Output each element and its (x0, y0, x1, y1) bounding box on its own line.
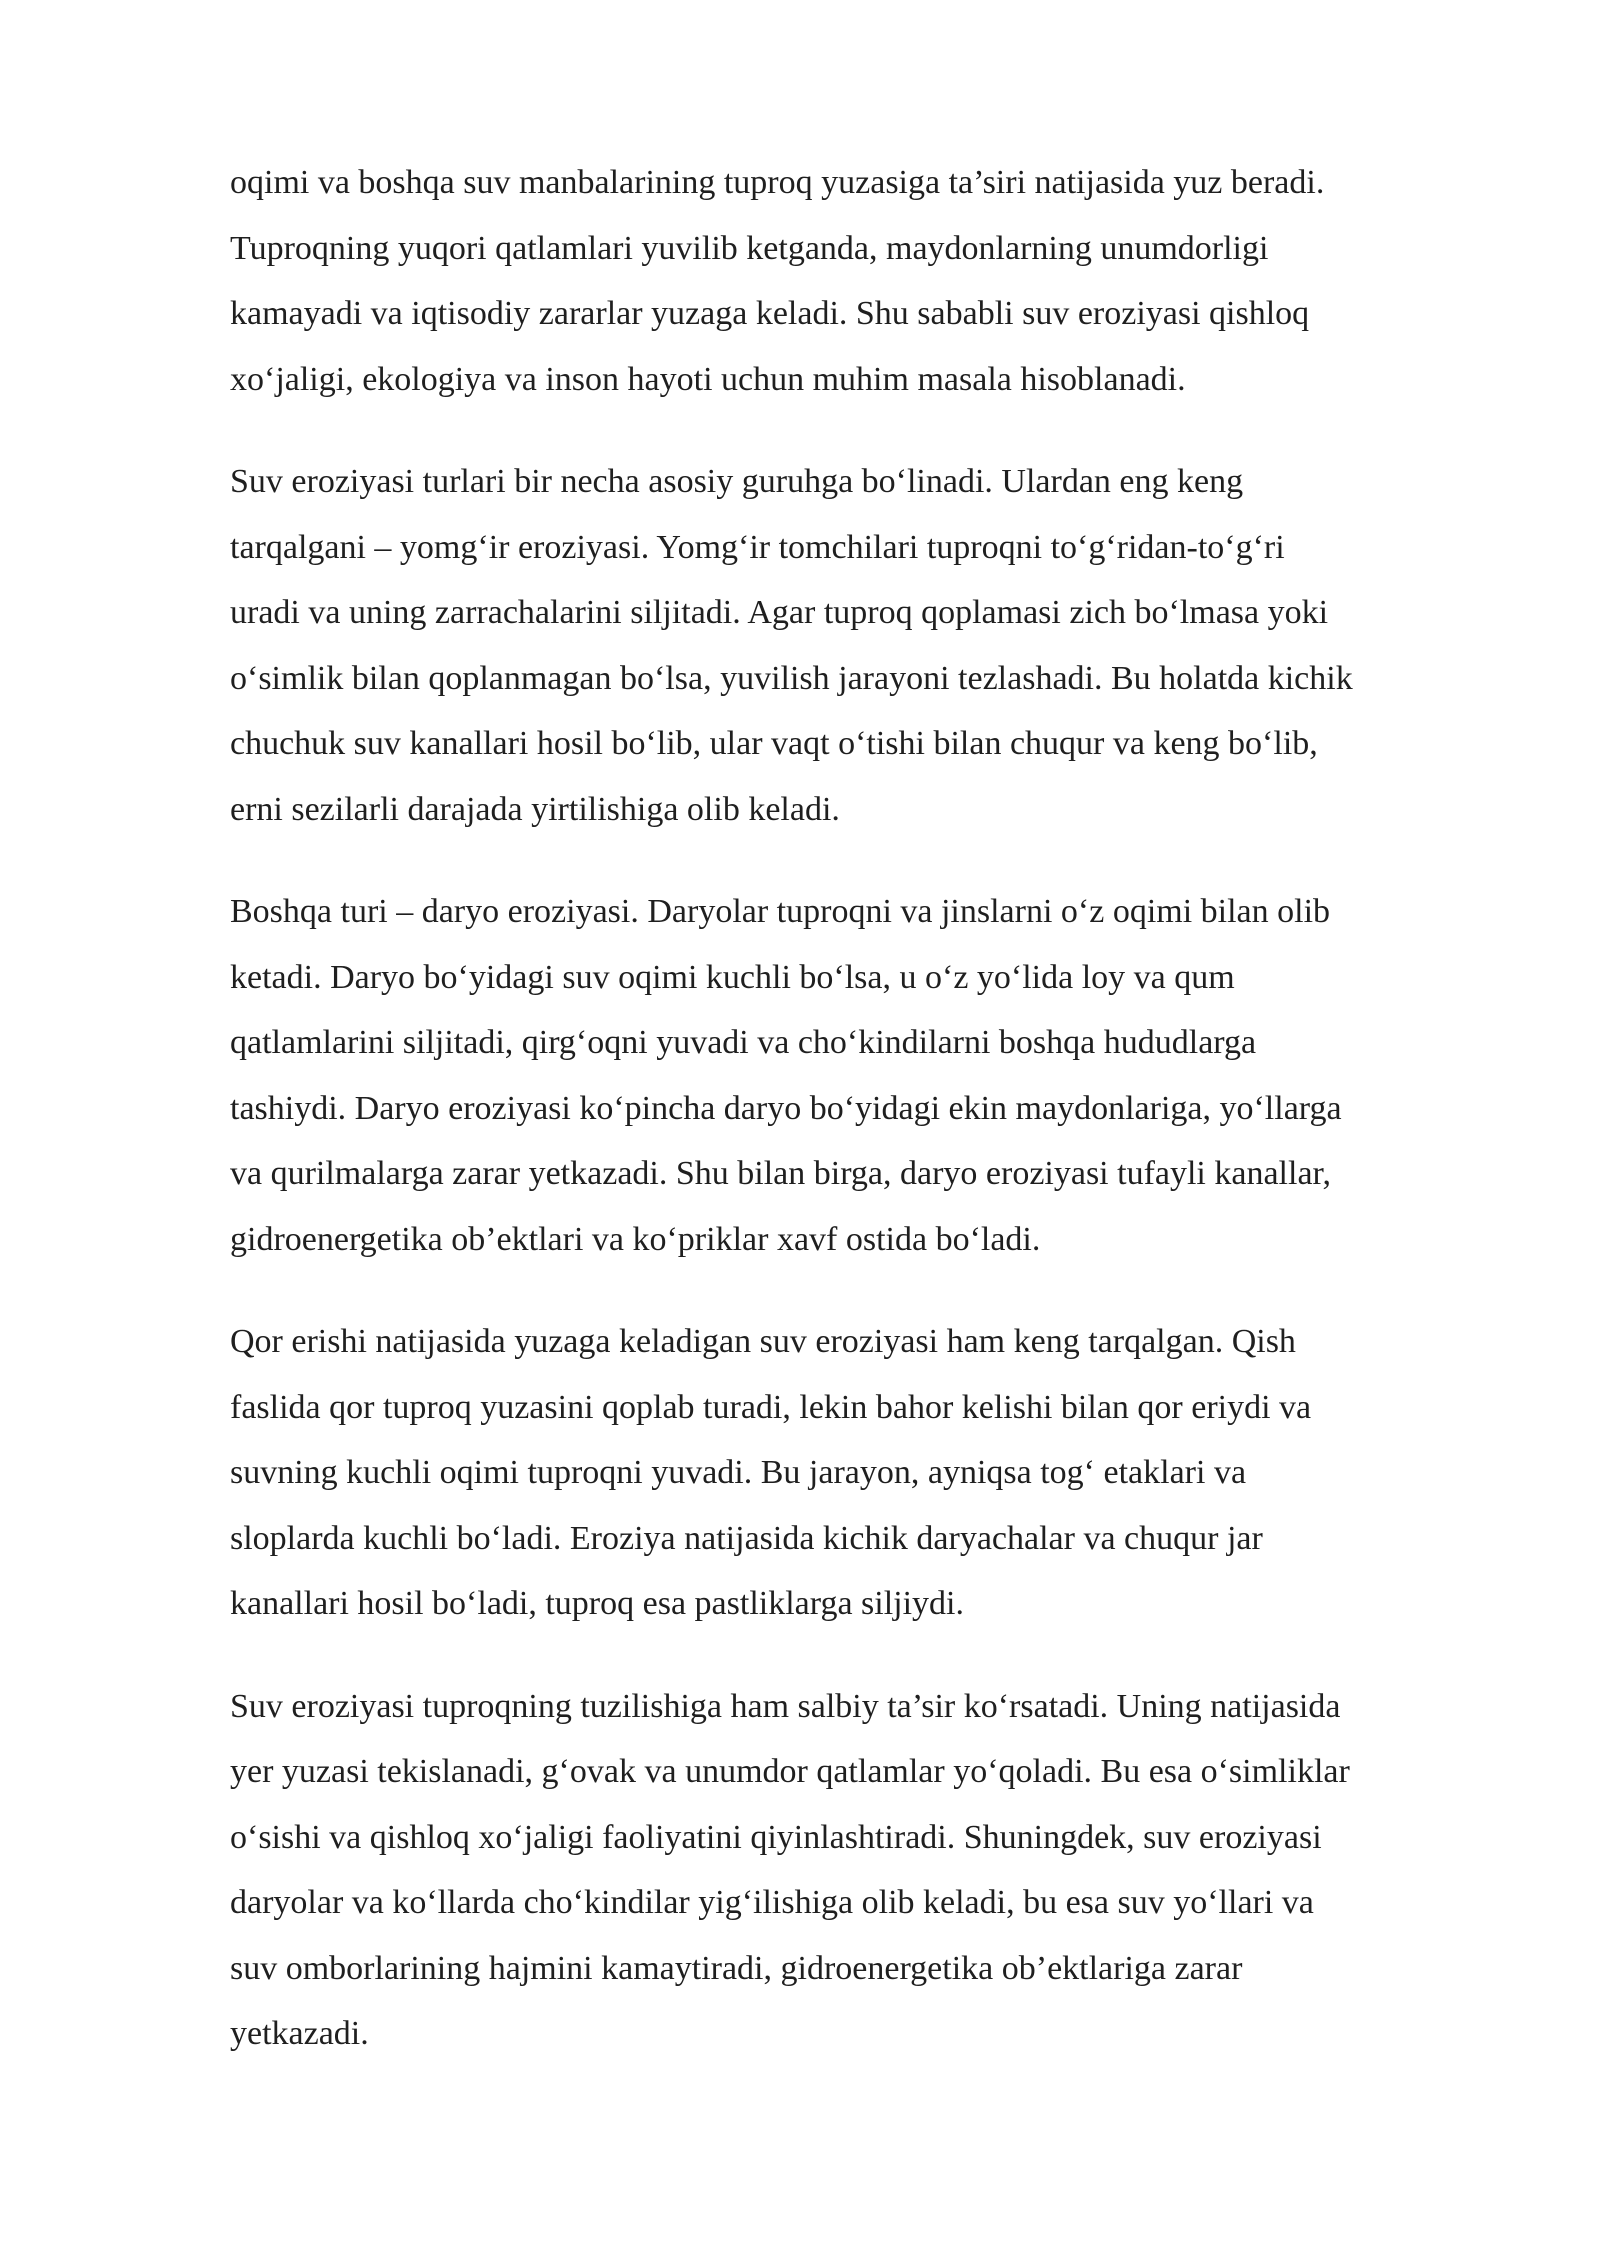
text-line: qatlamlarini siljitadi, qirg‘oqni yuvadi va cho‘kindilarni boshqa hududlarga (230, 1024, 1257, 1061)
text-line: oqimi va boshqa suv manbalarining tuproq yuzasiga ta’siri natijasida yuz beradi. (230, 164, 1325, 201)
text-line: o‘simlik bilan qoplanmagan bo‘lsa, yuvilish jarayoni tezlashadi. Bu holatda kichik (230, 659, 1353, 697)
text-line: xo‘jaligi, ekologiya va inson hayoti uchun muhim masala hisoblanadi. (230, 360, 1186, 398)
paragraph (230, 879, 1490, 1272)
text-line: suv omborlarining hajmini kamaytiradi, gidroenergetika ob’ektlariga zarar (230, 1949, 1243, 1987)
text-line: Boshqa turi – daryo eroziyasi. Daryolar tuproqni va jinslarni o‘z oqimi bilan olib (230, 893, 1331, 930)
text-line: tashiydi. Daryo eroziyasi ko‘pincha daryo bo‘yidagi ekin maydonlariga, yo‘llarga (230, 1089, 1342, 1127)
text-line: kamayadi va iqtisodiy zararlar yuzaga keladi. Shu sababli suv eroziyasi qishloq (230, 295, 1310, 332)
text-line: Tuproqning yuqori qatlamlari yuvilib ketganda, maydonlarning unumdorligi (230, 229, 1269, 267)
paragraph (230, 1674, 1490, 2067)
paragraph (230, 1309, 1490, 1637)
text-line: va qurilmalarga zarar yetkazadi. Shu bilan birga, daryo eroziyasi tufayli kanallar, (230, 1155, 1331, 1192)
document-body (230, 150, 1490, 2104)
text-line: suvning kuchli oqimi tuproqni yuvadi. Bu jarayon, ayniqsa tog‘ etaklari va (230, 1454, 1247, 1491)
text-line: chuchuk suv kanallari hosil bo‘lib, ular vaqt o‘tishi bilan chuqur va keng bo‘lib, (230, 725, 1318, 762)
text-line: o‘sishi va qishloq xo‘jaligi faoliyatini qiyinlashtiradi. Shuningdek, suv eroziyasi (230, 1818, 1322, 1856)
text-line: yetkazadi. (230, 2015, 369, 2052)
text-line: ketadi. Daryo bo‘yidagi suv oqimi kuchli bo‘lsa, u o‘z yo‘lida loy va qum (230, 958, 1235, 996)
text-line: sloplarda kuchli bo‘ladi. Eroziya natijasida kichik daryachalar va chuqur jar (230, 1519, 1263, 1557)
text-line: Suv eroziyasi tuproqning tuzilishiga ham salbiy ta’sir ko‘rsatadi. Uning natijasida (230, 1687, 1341, 1725)
text-line: gidroenergetika ob’ektlari va ko‘priklar xavf ostida bo‘ladi. (230, 1220, 1041, 1258)
text-line: Qor erishi natijasida yuzaga keladigan suv eroziyasi ham keng tarqalgan. Qish (230, 1323, 1296, 1360)
text-line: erni sezilarli darajada yirtilishiga olib keladi. (230, 790, 840, 828)
text-line: faslida qor tuproq yuzasini qoplab turadi, lekin bahor kelishi bilan qor eriydi va (230, 1388, 1312, 1426)
text-line: Suv eroziyasi turlari bir necha asosiy guruhga bo‘linadi. Ulardan eng keng (230, 463, 1244, 500)
paragraph (230, 150, 1490, 412)
paragraph (230, 449, 1490, 842)
text-line: yer yuzasi tekislanadi, g‘ovak va unumdor qatlamlar yo‘qoladi. Bu esa o‘simliklar (230, 1753, 1350, 1790)
text-line: tarqalgani – yomg‘ir eroziyasi. Yomg‘ir tomchilari tuproqni to‘g‘ridan-to‘g‘ri (230, 528, 1285, 566)
text-line: uradi va uning zarrachalarini siljitadi. Agar tuproq qoplamasi zich bo‘lmasa yoki (230, 594, 1329, 631)
text-line: kanallari hosil bo‘ladi, tuproq esa pastliklarga siljiydi. (230, 1585, 965, 1622)
text-line: daryolar va ko‘llarda cho‘kindilar yig‘ilishiga olib keladi, bu esa suv yo‘llari va (230, 1884, 1314, 1921)
